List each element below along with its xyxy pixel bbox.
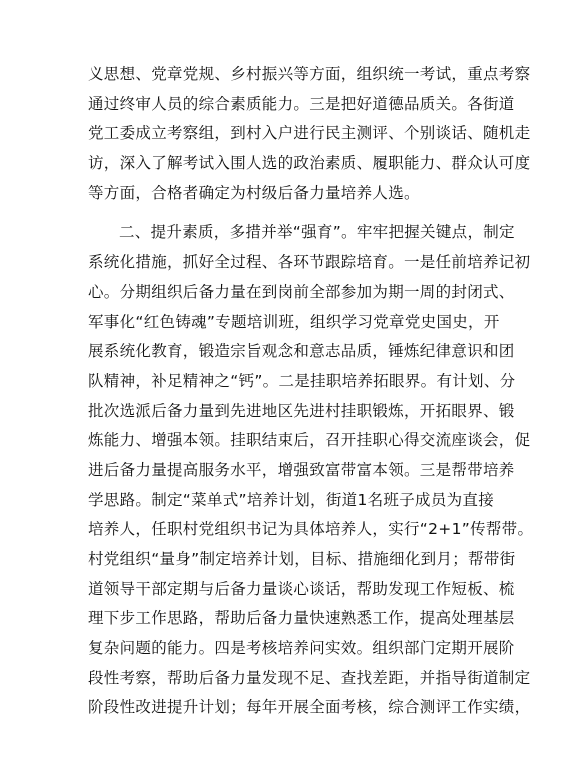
section-heading-line: 二、提升素质，多措并举“强育”。牢牢把握关键点，制定 (119, 223, 515, 242)
text-line: 展系统化教育，锻造宗旨观念和意志品质，锤炼纪律意识和团 (88, 342, 515, 361)
text-line: 理下步工作思路，帮助后备力量快速熟悉工作，提高处理基层 (88, 609, 515, 628)
text-line: 段性考察，帮助后备力量发现不足、查找差距，并指导街道制定 (88, 668, 531, 687)
text-line: 心。分期组织后备力量在到岗前全部参加为期一周的封闭式、 (88, 282, 515, 301)
text-line: 队精神，补足精神之“钙”。二是挂职培养拓眼界。有计划、分 (88, 371, 516, 390)
text-line: 通过终审人员的综合素质能力。三是把好道德品质关。各街道 (88, 94, 515, 113)
text-line: 批次选派后备力量到先进地区先进村挂职锻炼，开拓眼界、锻 (88, 401, 515, 420)
text-line: 义思想、党章党规、乡村振兴等方面，组织统一考试，重点考察 (88, 65, 531, 83)
text-line: 访，深入了解考试入围人选的政治素质、履职能力、群众认可度 (88, 154, 531, 173)
text-line: 等方面，合格者确定为村级后备力量培养人选。 (88, 183, 420, 202)
text-line: 系统化措施，抓好全过程、各环节跟踪培育。一是任前培养记初 (88, 253, 531, 272)
body-text (88, 60, 534, 723)
text-line: 道领导干部定期与后备力量谈心谈话，帮助发现工作短板、梳 (88, 579, 515, 598)
text-line: 党工委成立考察组，到村入户进行民主测评、个别谈话、随机走 (88, 124, 531, 143)
text-line: 进后备力量提高服务水平，增强致富带富本领。三是帮带培养 (88, 460, 515, 479)
text-line: 复杂问题的能力。四是考核培养问实效。组织部门定期开展阶 (88, 639, 515, 658)
text-line: 培养人，任职村党组织书记为具体培养人，实行“2+1”传帮带。 (88, 520, 534, 539)
text-line: 军事化“红色铸魂”专题培训班，组织学习党章党史国史，开 (88, 312, 500, 331)
text-line: 阶段性改进提升计划；每年开展全面考核，综合测评工作实绩， (88, 698, 531, 717)
text-line: 村党组织“量身”制定培养计划，目标、措施细化到月；帮带街 (88, 550, 516, 568)
text-line: 学思路。制定“菜单式”培养计划，街道1名班子成员为直接 (88, 490, 495, 509)
text-line: 炼能力、增强本领。挂职结束后，召开挂职心得交流座谈会，促 (88, 431, 531, 450)
